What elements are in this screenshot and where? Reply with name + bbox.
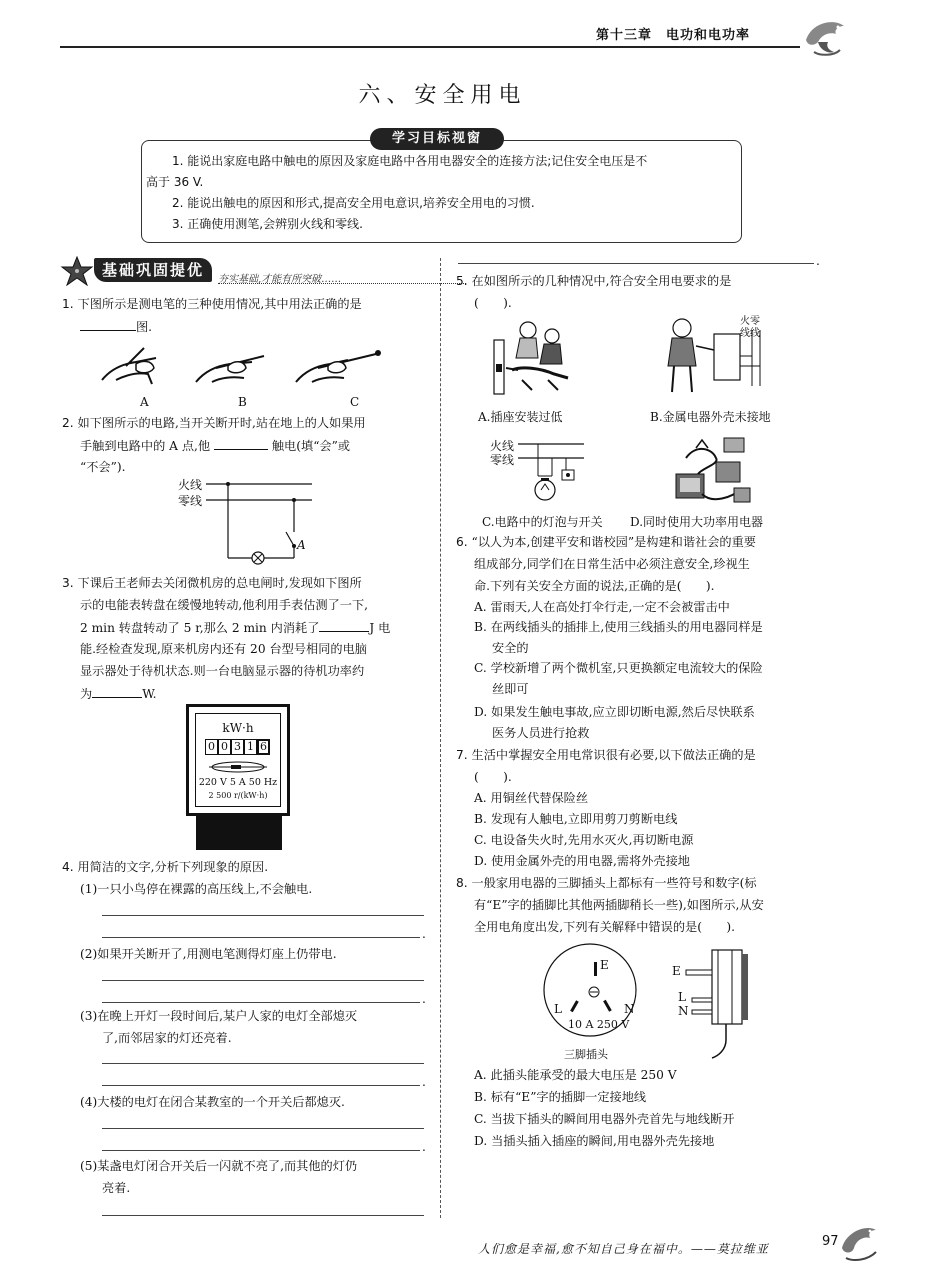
- q8-plug-caption: 三脚插头: [564, 1048, 608, 1061]
- dolphin-logo-icon: [800, 12, 850, 57]
- q6-option-c-cont: 丝即可: [492, 682, 529, 696]
- q4-sub4-period: .: [422, 1140, 426, 1154]
- meter-digit: 1: [244, 739, 257, 755]
- q7-text-line2: ( ).: [474, 770, 512, 784]
- q5-b-wires: 线线: [740, 328, 760, 339]
- continued-answer-line[interactable]: [458, 263, 814, 264]
- section-header: [60, 256, 440, 286]
- meter-rate: 2 500 r/(kW·h): [208, 791, 268, 800]
- q3-text-line6: 为 W.: [80, 684, 156, 704]
- meter-digit-last: 6: [257, 739, 270, 755]
- q5-c-fire: 火线: [490, 439, 515, 453]
- q4-sub2-answer-line2[interactable]: [102, 1002, 420, 1003]
- learning-goals-badge: 学习目标视窗: [370, 128, 504, 150]
- q2-circuit-figure: [206, 478, 316, 570]
- q4-sub1-answer-line1[interactable]: [102, 915, 424, 916]
- footer-quote: 人们愈是幸福,愈不知自己身在福中。——莫拉维亚: [478, 1242, 769, 1256]
- q3-text-line1: 3. 下课后王老师去关闭微机房的总电闸时,发现如下图所: [62, 576, 362, 590]
- q2-point-a: A: [297, 538, 306, 552]
- q4-sub3-period: .: [422, 1075, 426, 1089]
- section-slogan: 夯实基础,才能有所突破……: [218, 274, 342, 285]
- starfish-icon: [60, 256, 94, 286]
- q4-sub1-answer-line2[interactable]: [102, 937, 420, 938]
- q8-option-d[interactable]: D. 当插头插入插座的瞬间,用电器外壳先接地: [474, 1134, 715, 1148]
- q4-sub2: (2)如果开关断开了,用测电笔测得灯座上仍带电.: [80, 947, 337, 961]
- q5-c-zero: 零线: [490, 453, 515, 467]
- q6-option-d-cont: 医务人员进行抢救: [492, 726, 590, 740]
- goal-1: 1. 能说出家庭电路中触电的原因及家庭电路中各用电器安全的连接方法;记住安全电压是不: [172, 154, 648, 168]
- q5-text-line1: 5. 在如图所示的几种情况中,符合安全用电要求的是: [456, 274, 732, 288]
- q1-text-line2: 图.: [80, 317, 152, 337]
- q8-socket-e: E: [600, 958, 609, 972]
- q8-plug-l: L: [678, 990, 686, 1004]
- slogan-underline: [218, 283, 466, 284]
- q5-caption-b: B.金属电器外壳未接地: [650, 410, 771, 424]
- q8-plug-side-figure: [682, 944, 752, 1060]
- q2-text-line3: “不会”).: [80, 460, 126, 474]
- q4-sub1-period: .: [422, 927, 426, 941]
- q1-test-pen-figure: [96, 340, 396, 400]
- page-title: 六、安全用电: [358, 83, 527, 108]
- column-divider: [440, 258, 441, 1218]
- q4-sub3-line1: (3)在晚上开灯一段时间后,某户人家的电灯全部熄灭: [80, 1009, 358, 1023]
- q6-option-b-cont: 安全的: [492, 641, 529, 655]
- q5-caption-c: C.电路中的灯泡与开关: [482, 515, 603, 529]
- q1-text-line1: 1. 下图所示是测电笔的三种使用情况,其中用法正确的是: [62, 297, 362, 311]
- q7-option-d[interactable]: D. 使用金属外壳的用电器,需将外壳接地: [474, 854, 690, 868]
- q2-text-line2: 手触到电路中的 A 点,他 触电(填“会”或: [80, 436, 350, 456]
- q5-figure-d-appliances: [672, 434, 756, 510]
- chapter-title: 第十三章 电功和电功率: [596, 28, 751, 43]
- q4-sub3-answer-line1[interactable]: [102, 1063, 424, 1064]
- q4-sub5-answer-line1[interactable]: [102, 1215, 424, 1216]
- q3-text-line2: 示的电能表转盘在缓慢地转动,他利用手表估测了一下,: [80, 598, 369, 612]
- meter-digit: 0: [205, 739, 218, 755]
- q8-plug-e: E: [672, 964, 681, 978]
- goal-2: 2. 能说出触电的原因和形式,提高安全用电意识,培养安全用电的习惯.: [172, 196, 535, 210]
- q6-option-a[interactable]: A. 雷雨天,人在高处打伞行走,一定不会被雷击中: [474, 600, 730, 614]
- q5-text-line2: ( ).: [474, 296, 512, 310]
- q1-answer-blank[interactable]: [80, 317, 136, 331]
- q8-socket-l: L: [554, 1002, 562, 1016]
- q7-option-b[interactable]: B. 发现有人触电,立即用剪刀剪断电线: [474, 812, 678, 826]
- header-rule: [60, 46, 800, 48]
- q5-figure-b-ungrounded: [660, 316, 780, 396]
- q7-option-a[interactable]: A. 用铜丝代替保险丝: [474, 791, 589, 805]
- continued-period: .: [816, 254, 820, 268]
- q8-text-line1: 8. 一般家用电器的三脚插头上都标有一些符号和数字(标: [456, 876, 757, 890]
- q5-figure-a-kids-socket: [492, 318, 578, 396]
- q4-sub2-period: .: [422, 992, 426, 1006]
- meter-digit: 0: [218, 739, 231, 755]
- q8-option-a[interactable]: A. 此插头能承受的最大电压是 250 V: [474, 1068, 677, 1082]
- q5-b-fire-zero: 火零: [740, 316, 760, 327]
- q8-text-line3: 全用电角度出发,下列有关解释中错误的是( ).: [474, 920, 736, 934]
- q4-sub4: (4)大楼的电灯在闭合某教室的一个开关后都熄灭.: [80, 1095, 345, 1109]
- q5-caption-d: D.同时使用大功率用电器: [630, 515, 764, 529]
- q6-option-b[interactable]: B. 在两线插头的插排上,使用三线插头的用电器同样是: [474, 620, 763, 634]
- q1-label-b: B: [238, 395, 247, 409]
- q3-text-line4: 能.经检查发现,原来机房内还有 20 台型号相同的电脑: [80, 642, 367, 656]
- meter-digit: 3: [231, 739, 244, 755]
- q5-figure-c-bulb-switch: [518, 440, 588, 506]
- meter-digits: [205, 739, 270, 755]
- q5-caption-a: A.插座安装过低: [478, 410, 563, 424]
- q4-sub3-answer-line2[interactable]: [102, 1085, 420, 1086]
- q6-text-line1: 6. “以人为本,创建平安和谐校园”是构建和谐社会的重要: [456, 535, 756, 549]
- q4-sub4-answer-line2[interactable]: [102, 1150, 420, 1151]
- q7-option-c[interactable]: C. 电设备失火时,先用水灭火,再切断电源: [474, 833, 694, 847]
- meter-unit: kW·h: [222, 721, 254, 735]
- q6-text-line3: 命.下列有关安全方面的说法,正确的是( ).: [474, 579, 715, 593]
- q4-sub2-answer-line1[interactable]: [102, 980, 424, 981]
- q2-fire-label: 火线: [178, 478, 203, 492]
- q2-answer-blank[interactable]: [214, 436, 268, 450]
- footer-dolphin-icon: [836, 1218, 881, 1263]
- q8-text-line2: 有“E”字的插脚比其他两插脚稍长一些),如图所示,从安: [474, 898, 764, 912]
- q2-zero-label: 零线: [178, 494, 203, 508]
- meter-base: [196, 816, 282, 850]
- q4-sub4-answer-line1[interactable]: [102, 1128, 424, 1129]
- q6-text-line2: 组成部分,同学们在日常生活中必须注意安全,珍视生: [474, 557, 750, 571]
- q8-socket-n: N: [624, 1002, 635, 1016]
- q4-sub1: (1)一只小鸟停在裸露的高压线上,不会触电.: [80, 882, 313, 896]
- page-header: [0, 0, 950, 60]
- q8-rating: 10 A 250 V: [568, 1018, 630, 1031]
- q1-label-a: A: [140, 395, 149, 409]
- meter-spec: 220 V 5 A 50 Hz: [198, 777, 278, 788]
- q3-power-blank[interactable]: [92, 684, 142, 698]
- goal-3: 3. 正确使用测笔,会辨别火线和零线.: [172, 217, 363, 231]
- q1-label-c: C: [350, 395, 360, 409]
- q8-option-b[interactable]: B. 标有“E”字的插脚一定接地线: [474, 1090, 647, 1104]
- q2-text-line1: 2. 如下图所示的电路,当开关断开时,站在地上的人如果用: [62, 416, 366, 430]
- q4-sub5-line1: (5)某盏电灯闭合开关后一闪就不亮了,而其他的灯仍: [80, 1159, 358, 1173]
- q6-option-c[interactable]: C. 学校新增了两个微机室,只更换额定电流较大的保险: [474, 661, 763, 675]
- meter-dial-icon: [207, 759, 269, 775]
- q3-energy-blank[interactable]: [319, 618, 369, 632]
- q3-text-line3: 2 min 转盘转动了 5 r,那么 2 min 内消耗了 J 电: [80, 618, 390, 638]
- q4-sub3-line2: 了,而邻居家的灯还亮着.: [102, 1031, 232, 1045]
- q7-text-line1: 7. 生活中掌握安全用电常识很有必要,以下做法正确的是: [456, 748, 756, 762]
- q3-text-line5: 显示器处于待机状态.则一台电脑显示器的待机功率约: [80, 664, 365, 678]
- goal-1-cont: 高于 36 V.: [146, 175, 204, 189]
- q4-sub5-line2: 亮着.: [102, 1181, 131, 1195]
- section-label: 基础巩固提优: [94, 258, 212, 282]
- q8-option-c[interactable]: C. 当拔下插头的瞬间用电器外壳首先与地线断开: [474, 1112, 735, 1126]
- q4-text: 4. 用简洁的文字,分析下列现象的原因.: [62, 860, 269, 874]
- q6-option-d[interactable]: D. 如果发生触电事故,应立即切断电源,然后尽快联系: [474, 705, 755, 719]
- page-number: 97: [822, 1234, 839, 1249]
- q8-plug-n: N: [678, 1004, 689, 1018]
- energy-meter: [186, 704, 290, 816]
